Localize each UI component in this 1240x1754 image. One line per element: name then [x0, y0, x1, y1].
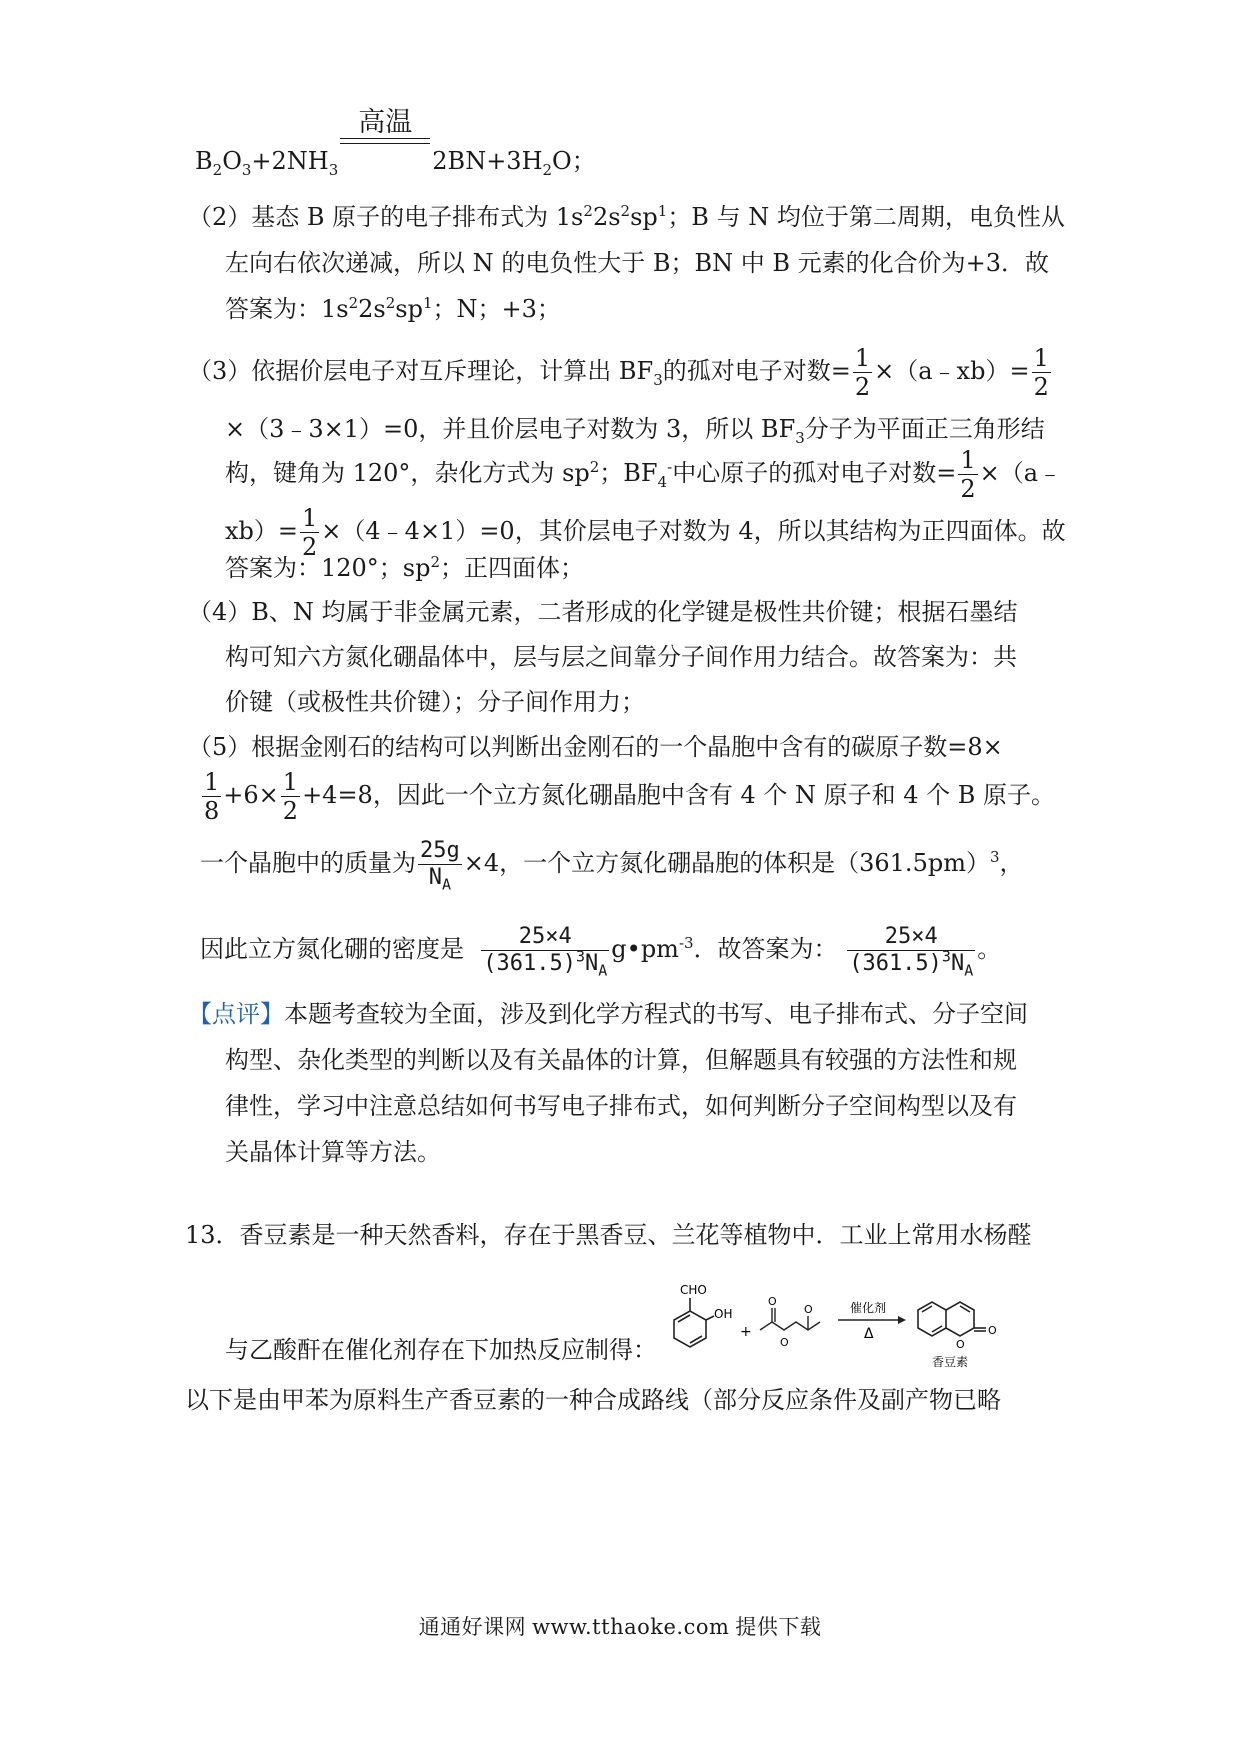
page-footer	[0, 1611, 1240, 1641]
answer-2-line-3: 答案为：$1s^22s^2sp^1$；N；+3；	[225, 294, 561, 323]
comment-tag: 【点评】	[188, 1000, 284, 1028]
reaction-condition	[340, 107, 430, 178]
fraction: $\frac{25g}{N_A}$	[420, 838, 460, 894]
fraction: $\frac{25\times 4}{(361.5)^3N_A}$	[483, 924, 608, 980]
answer-5-line-1: （5）根据金刚石的结构可以判断出金刚石的一个晶胞中含有的碳原子数=8×	[188, 733, 1003, 761]
fraction: $\frac{1}{8}$	[204, 768, 220, 825]
eq-sub: 3	[241, 160, 252, 179]
eq-text: B	[195, 147, 213, 175]
fraction: $\frac{25\times 4}{(361.5)^3N_A}$	[849, 924, 974, 980]
comment-line-3: 律性，学习中注意总结如何书写电子排布式，如何判断分子空间构型以及有	[225, 1092, 1017, 1120]
fraction: $\frac{1}{2}$	[302, 504, 318, 561]
eq-sub: 2	[542, 160, 553, 179]
question-13-line-1: 13．香豆素是一种天然香料，存在于黑香豆、兰花等植物中．工业上常用水杨醛	[185, 1221, 1032, 1249]
oxygen-label: O	[804, 1303, 813, 1316]
oxygen-label: O	[780, 1336, 789, 1349]
eq-sub: 3	[328, 160, 339, 179]
product-label: 香豆素	[932, 1355, 969, 1369]
comment-line-1: 【点评】本题考查较为全面，涉及到化学方程式的书写、电子排布式、分子空间	[188, 1000, 1028, 1028]
answer-5-line-4: 因此立方氮化硼的密度是 $\frac{25\times 4}{(361.5)^3N_A}$ $g•pm^{-3}$．故答案为： $\frac{25\times 4}{(361.5)^3N_A}$ 。	[200, 924, 1002, 980]
footer-note: 提供下载	[735, 1615, 822, 1639]
answer-4-line-1: （4）B、N 均属于非金属元素，二者形成的化学键是极性共价键；根据石墨结	[188, 598, 1018, 626]
reaction-scheme-diagram	[660, 1278, 1080, 1378]
question-13-line-2: 与乙酸酐在催化剂存在下加热反应制得：	[225, 1336, 657, 1364]
answer-4-line-2: 构可知六方氮化硼晶体中，层与层之间靠分子间作用力结合。故答案为：共	[225, 643, 1017, 671]
catalyst-label: 催化剂	[850, 1301, 887, 1315]
answer-2-line-2: 左向右依次递减，所以 N 的电负性大于 B；BN 中 B 元素的化合价为+3．故	[225, 249, 1050, 277]
answer-3-line-3: 构，键角为 120°，杂化方式为 $sp^2$；$BF_4^-$中心原子的孤对电子对数= $\frac{1}{2}$ ×（a﹣	[225, 446, 1063, 503]
fraction: $\frac{1}{2}$	[1033, 344, 1049, 401]
comment-line-4: 关晶体计算等方法。	[225, 1138, 441, 1166]
answer-3-line-2: ×（3﹣3×1）=0，并且价层电子对数为 3，所以 $BF_3$分子为平面正三角形结	[225, 415, 1045, 447]
answer-2-line-1: （2）基态 B 原子的电子排布式为 $1s^22s^2sp^1$；B 与 N 均位于第二周期，电负性从	[188, 202, 1065, 231]
oxygen-label: O	[768, 1295, 777, 1308]
answer-3-line-4: xb）= $\frac{1}{2}$ ×（4﹣4×1）=0，其价层电子对数为 4，所以其结构为正四面体。故	[225, 504, 1066, 561]
eq-text: +2NH	[251, 147, 329, 175]
plus-sign: +	[740, 1324, 752, 1340]
salicylaldehyde-structure	[674, 1298, 714, 1347]
condition-label: 高温	[358, 107, 413, 138]
answer-5-line-3: 一个晶胞中的质量为 $\frac{25g}{N_A}$ ×4，一个立方氮化硼晶胞的体积是$(361.5pm)^3$，	[200, 838, 1024, 894]
oh-label: OH	[714, 1307, 733, 1321]
fraction: $\frac{1}{2}$	[960, 446, 976, 503]
answer-5-line-2: $\frac{1}{8}$ +6× $\frac{1}{2}$ +4=8，因此一个立方氮化硼晶胞中含有 4 个 N 原子和 4 个 B 原子。	[204, 768, 1056, 825]
arrow-head	[898, 1316, 906, 1324]
oxygen-label: O	[988, 1324, 997, 1337]
coumarin-structure	[918, 1302, 986, 1336]
fraction: $\frac{1}{2}$	[282, 768, 299, 825]
answer-3-line-5: 答案为：120°；$sp^2$；正四面体；	[225, 553, 585, 582]
heat-symbol: Δ	[864, 1326, 874, 1342]
eq-text: 2BN+3H	[432, 147, 543, 175]
eq-text: O	[222, 147, 242, 175]
eq-sub: 2	[212, 160, 223, 179]
equation-line	[195, 107, 1035, 179]
cho-label: CHO	[680, 1283, 707, 1297]
question-13-line-3: 以下是由甲苯为原料生产香豆素的一种合成路线（部分反应条件及副产物已略	[185, 1386, 1001, 1414]
footer-url[interactable]: www.tthaoke.com	[532, 1615, 730, 1639]
answer-3-line-1: （3）依据价层电子对互斥理论，计算出 $BF_3$的孤对电子对数= $\frac{1}{2}$ ×（a﹣xb）= $\frac{1}{2}$	[188, 344, 1049, 401]
footer-site: 通通好课网	[418, 1615, 527, 1639]
eq-text: O；	[552, 147, 596, 175]
comment-line-2: 构型、杂化类型的判断以及有关晶体的计算，但解题具有较强的方法性和规	[225, 1046, 1017, 1074]
answer-4-line-3: 价键（或极性共价键）；分子间作用力；	[225, 688, 645, 716]
oxygen-label: O	[956, 1338, 965, 1351]
fraction: $\frac{1}{2}$	[854, 344, 871, 401]
